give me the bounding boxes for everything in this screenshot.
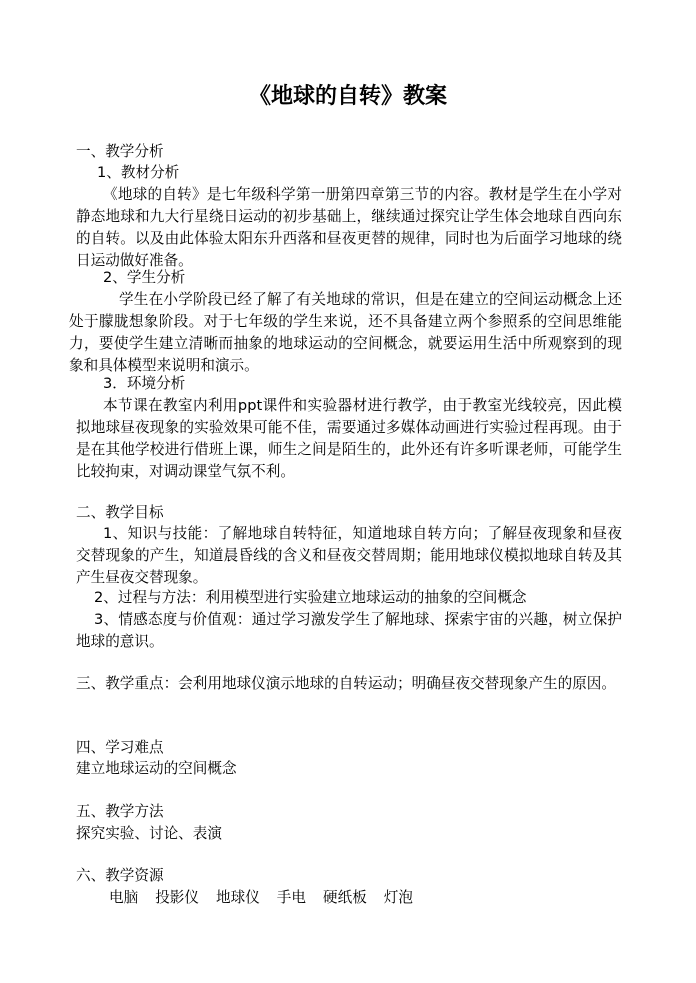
section-4-text: 建立地球运动的空间概念 [76,760,237,777]
section-1-2-text: 学生在小学阶段已经了解了有关地球的常识，但是在建立的空间运动概念上还处于朦胧想象阶段。对于七年级的学生来说，还不具备建立两个参照系的空间思维能力，要使学生建立清晰而抽象的地球运动的空间概念，就要运用生活中所观察到的现象和具体模型来说明和演示。 [69,291,622,374]
section-1-1-text: 《地球的自转》是七年级科学第一册第四章第三节的内容。教材是学生在小学对静态地球和九大行星绕日运动的初步基础上，继续通过探究让学生体会地球自西向东的自转。以及由此体验太阳东升西落和昼夜更替的规律，同时也为后面学习地球的绕日运动做好准备。 [76,186,622,269]
resource-item: 投影仪 [155,889,199,906]
section-4-heading: 四、学习难点 [76,739,164,756]
resource-item: 硬纸板 [323,889,367,906]
section-1-1-heading: 1、教材分析 [97,164,180,181]
resource-item: 灯泡 [383,889,413,906]
resource-item: 电脑 [109,889,139,906]
section-2-item-1: 1、知识与技能：了解地球自转特征，知道地球自转方向；了解昼夜现象和昼夜交替现象的产生，知道晨昏线的含义和昼夜交替周期；能用地球仪模拟地球自转及其产生昼夜交替现象。 [76,525,622,586]
section-1-heading: 一、教学分析 [76,143,164,160]
resource-item: 手电 [276,889,306,906]
section-2-item-3: 3、情感态度与价值观：通过学习激发学生了解地球、探索宇宙的兴趣，树立保护地球的意识。 [76,611,622,650]
section-5-heading: 五、教学方法 [76,803,164,820]
section-3-text: 三、教学重点：会利用地球仪演示地球的自转运动；明确昼夜交替现象产生的原因。 [76,675,616,692]
section-1-2-heading: 2、学生分析 [103,269,186,286]
section-6-heading: 六、教学资源 [76,867,164,884]
section-2-item-2: 2、过程与方法：利用模型进行实验建立地球运动的抽象的空间概念 [94,589,527,606]
resource-list [109,887,430,909]
section-2-heading: 二、教学目标 [76,504,164,521]
section-1-3-heading: 3．环境分析 [103,375,186,392]
document-title: 《地球的自转》教案 [248,84,447,109]
resource-item: 地球仪 [216,889,260,906]
section-5-text: 探究实验、讨论、表演 [76,825,222,842]
section-1-3-text: 本节课在教室内利用ppt课件和实验器材进行教学，由于教室光线较亮，因此模拟地球昼夜现象的实验效果可能不佳，需要通过多媒体动画进行实验过程再现。由于是在其他学校进行借班上课，师生之间是陌生的，此外还有许多听课老师，可能学生比较拘束，对调动课堂气氛不利。 [76,397,622,480]
